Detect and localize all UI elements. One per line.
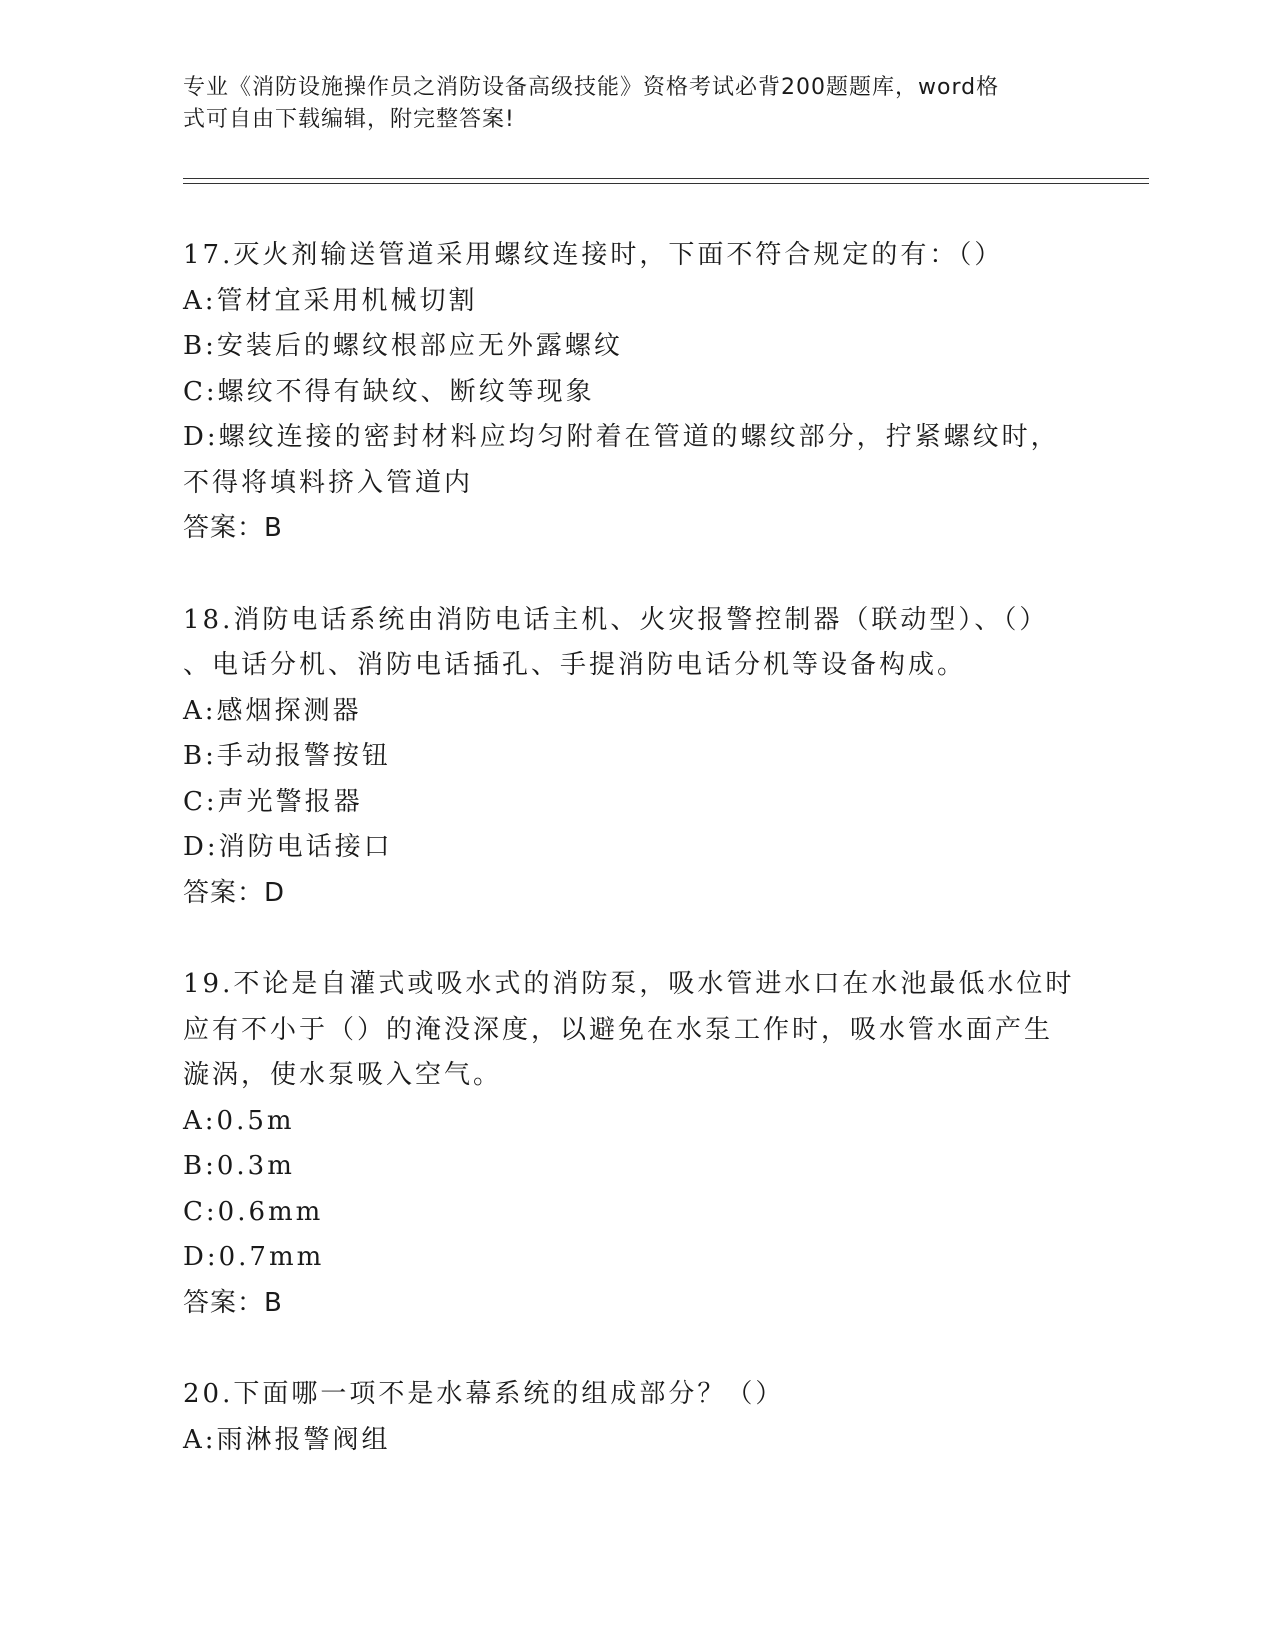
answer-label: 答案：D [183,877,286,908]
question-list [183,233,1083,1509]
question-stem-line: 18.消防电话系统由消防电话主机、火灾报警控制器（联动型）、（） [183,604,1049,635]
option-d-continued: 不得将填料挤入管道内 [183,467,474,498]
header-divider-bottom [183,183,1149,184]
question-17 [183,233,1083,552]
option-a: A:管材宜采用机械切割 [183,285,478,316]
option-b: B:0.3m [183,1151,295,1181]
question-20 [183,1372,1083,1463]
option-a: A:0.5m [183,1105,295,1136]
option-d: D:0.7mm [183,1242,325,1272]
option-a: A:感烟探测器 [183,695,362,726]
question-stem-line: 19.不论是自灌式或吸水式的消防泵，吸水管进水口在水池最低水位时 [183,969,1075,999]
option-c: C:螺纹不得有缺纹、断纹等现象 [183,376,595,407]
question-18 [183,598,1083,917]
option-d: D:螺纹连接的密封材料应均匀附着在管道的螺纹部分，拧紧螺纹时， [183,422,1060,452]
header-divider-top [183,178,1149,179]
option-b: B:手动报警按钮 [183,741,391,771]
question-stem-line: 17.灭火剂输送管道采用螺纹连接时，下面不符合规定的有：（） [183,240,1004,270]
option-a: A:雨淋报警阀组 [183,1424,391,1455]
option-c: C:声光警报器 [183,786,363,817]
option-b: B:安装后的螺纹根部应无外露螺纹 [183,331,623,361]
document-header [183,72,1063,136]
question-stem-line: 、电话分机、消防电话插孔、手提消防电话分机等设备构成。 [183,650,967,680]
option-d: D:消防电话接口 [183,832,393,862]
option-c: C:0.6mm [183,1196,324,1227]
answer-label: 答案：B [183,1287,283,1318]
answer-label: 答案：B [183,513,283,543]
header-line-1: 专业《消防设施操作员之消防设备高级技能》资格考试必背200题题库，word格 [183,75,1000,100]
header-line-2: 式可自由下载编辑，附完整答案! [183,107,515,132]
question-stem-line: 漩涡，使水泵吸入空气。 [183,1060,503,1090]
question-19 [183,962,1083,1326]
question-stem-line: 20.下面哪一项不是水幕系统的组成部分？（） [183,1379,785,1409]
question-stem-line: 应有不小于（）的淹没深度，以避免在水泵工作时，吸水管水面产生 [183,1014,1054,1045]
